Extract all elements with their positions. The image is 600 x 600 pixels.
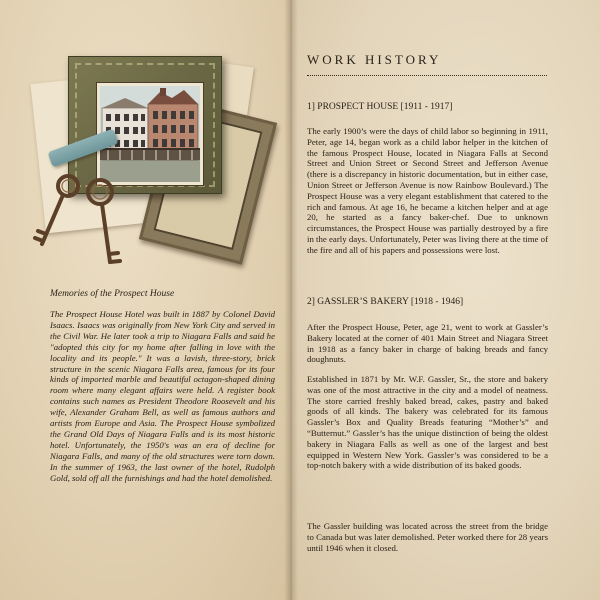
caption-title: Memories of the Prospect House [50,289,175,299]
heading-divider [307,75,547,76]
section-paragraph: The Gassler building was located across the street from the bridge to Canada but was later demolished. Peter worked there for 28 years until 1946 when it closed. [307,521,548,553]
section-paragraph: Established in 1871 by Mr. W.F. Gassler, Sr., the store and bakery was one of the most attractive in the city and a model of neatness. The store carried freshly baked bread, cakes, pastry and baked goods of all kinds. The bakery was celebrated for its famous Gassler’s Box and Quality Breads featuring “Mother’s” and “Butternut.” Gassler’s has the unique distinction of being the oldest bakery in Niagara Falls as well as one of the largest and best equipped in Western New York. Gassler’s was considered to be a top-notch bakery with a wide distribution of its baked goods. [307,374,548,471]
section-title-prospect-house: 1] PROSPECT HOUSE [1911 - 1917] [307,102,453,112]
caption-body: The Prospect House Hotel was built in 1887 by Colonel David Isaacs. Isaacs was originally from New York City and served in the Civil War. He later took a trip to Niagara Falls and said he "adopted this city for my home after falling in love with the locality and its people." It was a lavish, three-story, brick structure in the scenic Niagara Falls area, famous for its four kinds of imported marble and beautiful octagon-shaped dining room where many elegant affairs were held. A register book contains such names as President Theodore Roosevelt and his wife, Alexander Graham Bell, as well as famous authors and artists from Europe and Asia. The Prospect House symbolized the Grand Old Days of Niagara Falls and is its most historic hotel. Unfortunately, the 1950's was an era of decline for Niagara Falls, and many of the old structures were torn down. In the summer of 1963, the last owner of the hotel, Rudolph Gold, sold off all the furnishings and had the hotel demolished. [50,309,275,483]
page-heading: WORK HISTORY [307,52,442,67]
skeleton-keys-icon [30,162,140,272]
section-paragraph: The early 1900’s were the days of child labor so beginning in 1911, Peter, age 14, began work as a child labor helper in the kitchen of the famous Prospect House, located in Niagara Falls at Second Street and Union Street or Second Street and Jefferson Avenue (there is a discrepancy in historic documentation, but in either case, Union Street or Jefferson Avenue is now Rainbow Boulevard.) The Prospect House was a very elegant establishment that catered to the rich and famous. At age 16, he became a kitchen helper and at age 20, he started as a fancy baker-chef. Due to unknown circumstances, the Prospect House was partially destroyed by a fire in the early days. Unfortunately, Peter was living there at the time of the fire and all of his papers and possessions were lost. [307,126,548,255]
book-spine [284,0,298,600]
section-title-gasslers-bakery: 2] GASSLER’S BAKERY [1918 - 1946] [307,297,464,307]
section-paragraph: After the Prospect House, Peter, age 21, went to work at Gassler’s Bakery located at the corner of 401 Main Street and Niagara Street in 1918 as a fancy baker in charge of baking breads and fancy doughnuts. [307,322,548,365]
